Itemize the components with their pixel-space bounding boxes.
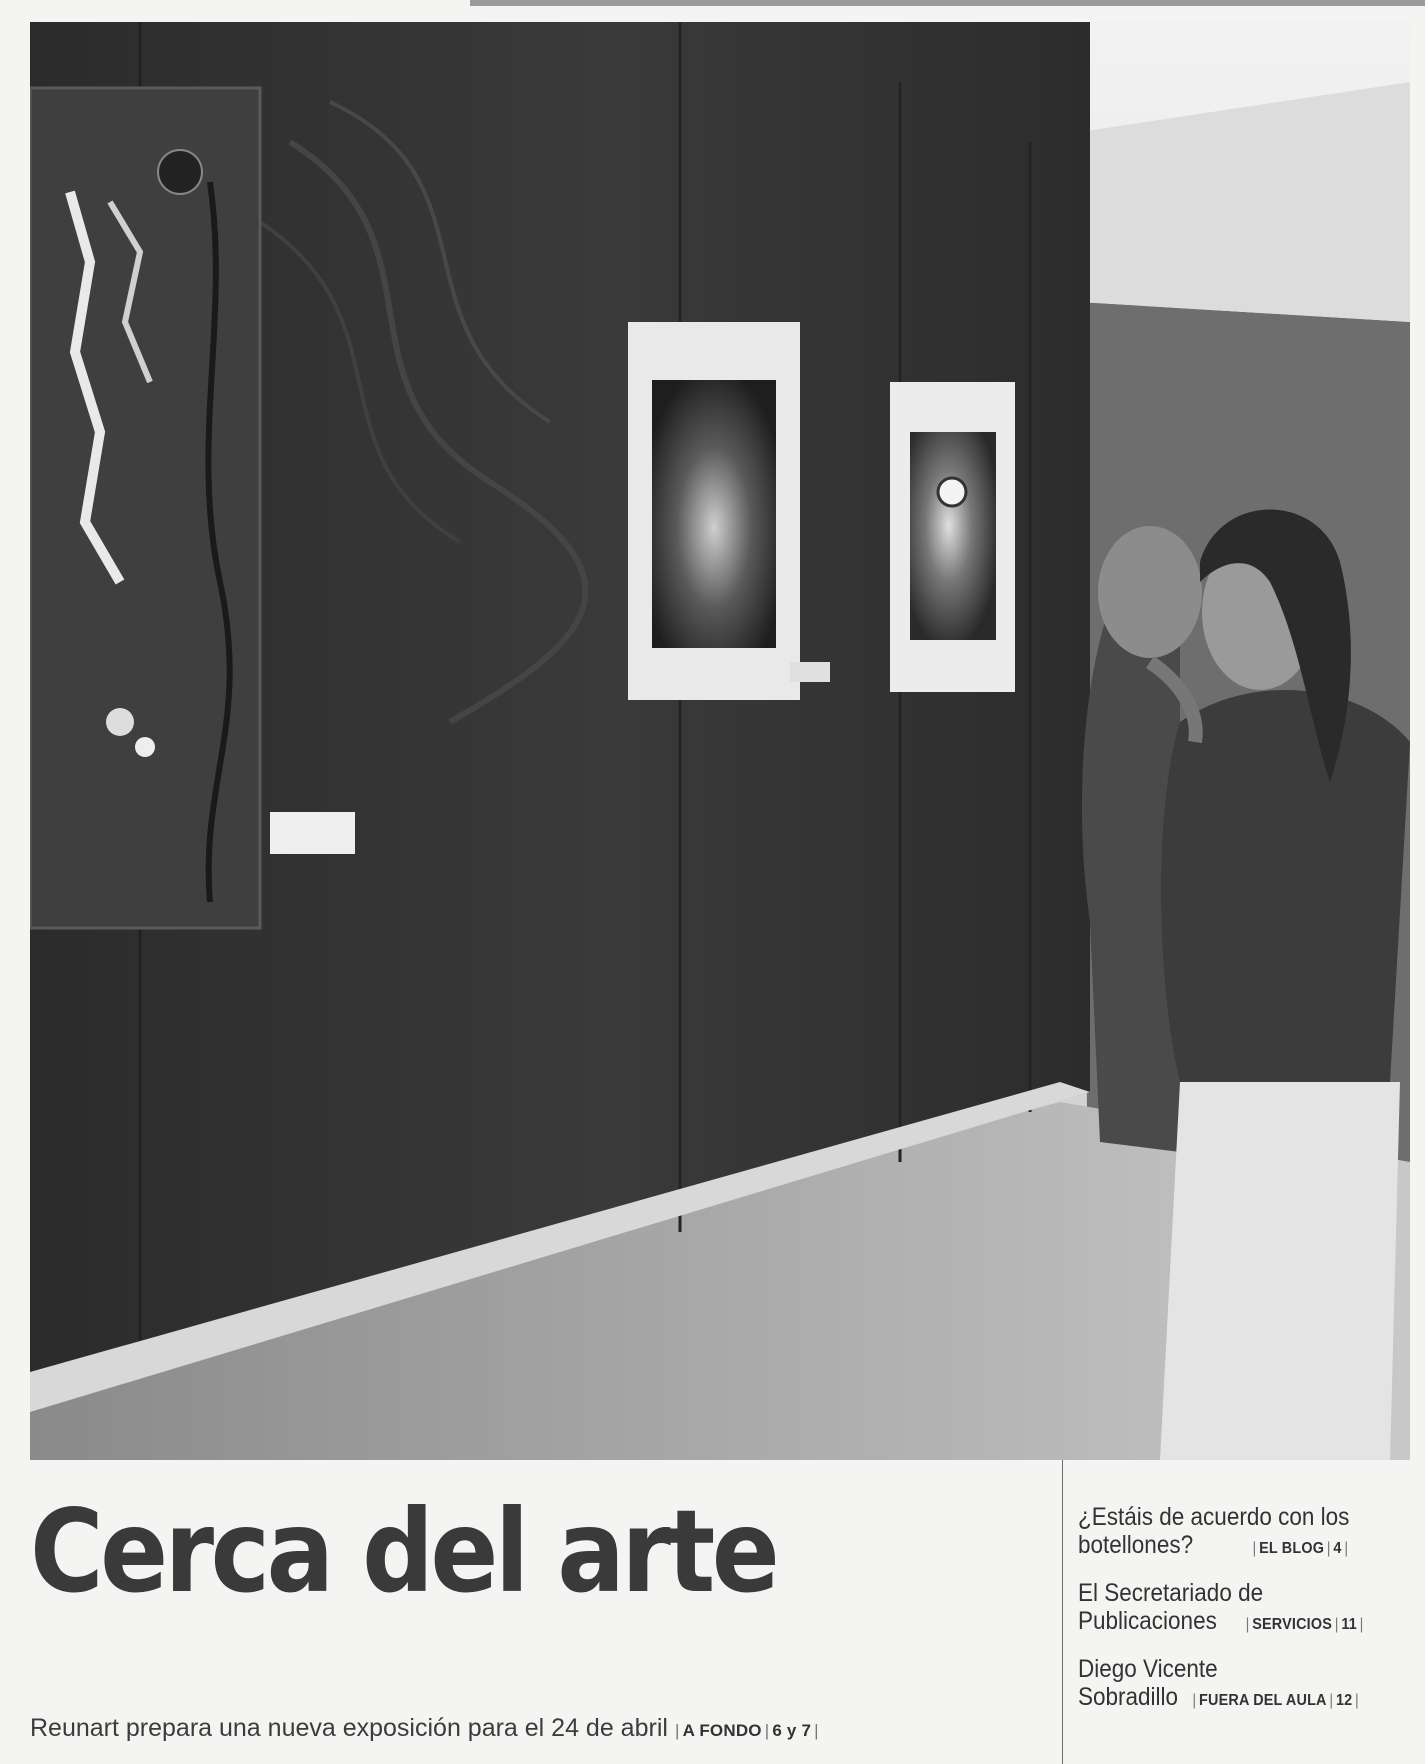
teaser-line1: Diego Vicente — [1078, 1655, 1218, 1683]
teaser-item[interactable] — [1078, 1579, 1416, 1639]
teaser-section-ref[interactable]: | FUERA DEL AULA | 12 | — [1192, 1692, 1359, 1709]
subhead-text: Reunart prepara una nueva exposición para el 24 de abril — [30, 1714, 668, 1742]
teaser-page: 11 — [1341, 1616, 1357, 1633]
teaser-item[interactable] — [1078, 1655, 1416, 1715]
column-divider — [1062, 1460, 1063, 1764]
teaser-list — [1078, 1503, 1418, 1731]
teaser-section-ref[interactable]: | SERVICIOS | 11 | — [1245, 1616, 1364, 1633]
subhead-section: A FONDO — [682, 1721, 762, 1740]
teaser-section: FUERA DEL AULA — [1199, 1692, 1327, 1709]
teaser-section-ref[interactable]: | EL BLOG | 4 | — [1252, 1540, 1349, 1557]
gallery-photo-illustration — [30, 22, 1410, 1460]
teaser-section: EL BLOG — [1259, 1540, 1325, 1557]
teaser-line2: botellones? — [1078, 1531, 1194, 1559]
gallery-photo — [30, 22, 1410, 1460]
teaser-item[interactable] — [1078, 1503, 1416, 1563]
teaser-page: 4 — [1333, 1540, 1342, 1557]
teaser-line1: El Secretariado de — [1078, 1579, 1264, 1607]
teaser-page: 12 — [1335, 1692, 1353, 1709]
top-rule — [470, 0, 1425, 6]
subhead-pages: 6 y 7 — [772, 1721, 812, 1740]
teaser-line2: Sobradillo — [1078, 1683, 1179, 1711]
teaser-line1: ¿Estáis de acuerdo con los — [1078, 1503, 1350, 1531]
teaser-section: SERVICIOS — [1252, 1616, 1333, 1633]
subhead-section-ref[interactable]: | A FONDO | 6 y 7 | — [674, 1721, 819, 1740]
headline: Cerca del arte — [30, 1485, 777, 1618]
subhead — [30, 1714, 822, 1743]
teaser-line2: Publicaciones — [1078, 1607, 1217, 1635]
